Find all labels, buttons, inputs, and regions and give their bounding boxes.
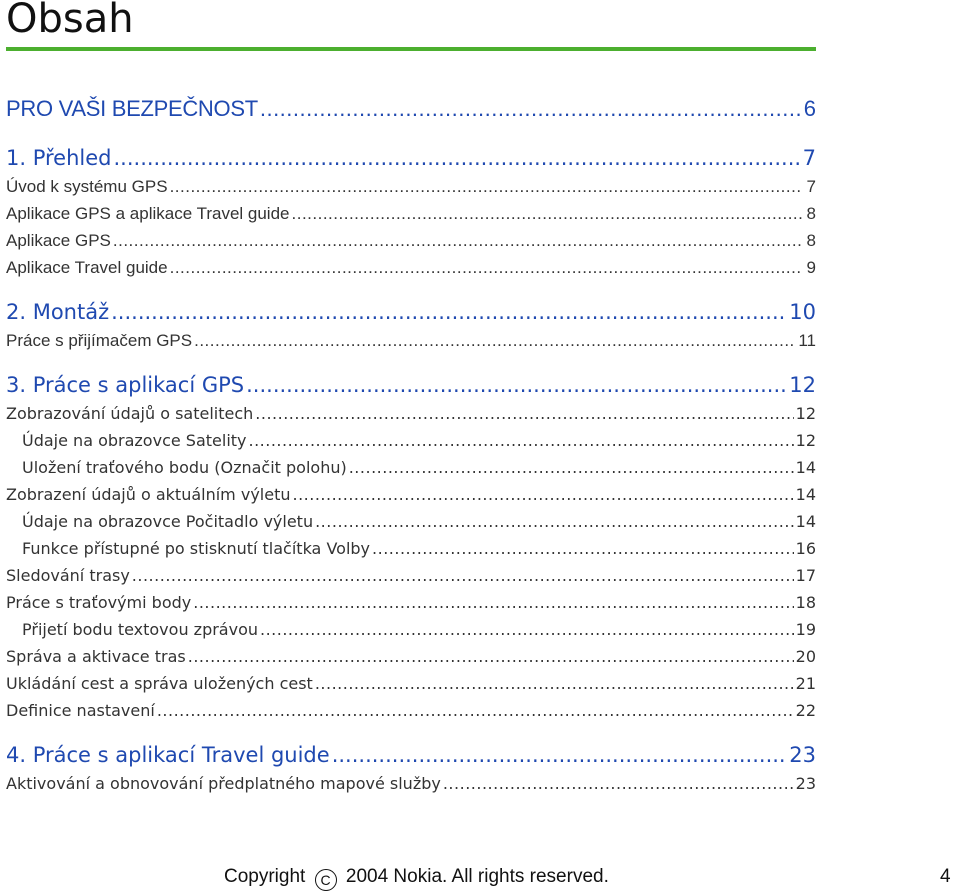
toc-entry-label: Práce s traťovými body bbox=[6, 593, 192, 612]
dot-leader bbox=[349, 458, 794, 477]
toc-entry-page: 8 bbox=[806, 231, 816, 250]
toc-entry-label: Zobrazení údajů o aktuálním výletu bbox=[6, 485, 291, 504]
page-number: 4 bbox=[940, 866, 951, 887]
dot-leader bbox=[332, 743, 788, 767]
toc-entry[interactable] bbox=[6, 647, 816, 666]
dot-leader bbox=[260, 620, 794, 639]
toc-entry-label: Aplikace GPS bbox=[6, 231, 111, 250]
toc-entry-label: Uložení traťového bodu (Označit polohu) bbox=[22, 458, 347, 477]
dot-leader bbox=[255, 404, 793, 423]
toc-entry-page: 9 bbox=[806, 258, 816, 277]
toc-entry-label: Ukládání cest a správa uložených cest bbox=[6, 674, 313, 693]
toc-entry-page: 22 bbox=[795, 701, 816, 720]
toc-entry[interactable] bbox=[22, 539, 816, 558]
toc-entry-label: Úvod k systému GPS bbox=[6, 177, 168, 196]
toc-entry-page: 6 bbox=[803, 96, 816, 121]
toc-entry[interactable] bbox=[22, 458, 816, 477]
toc-entry-label: 1. Přehled bbox=[6, 146, 112, 170]
toc-entry[interactable] bbox=[6, 404, 816, 423]
toc-entry[interactable] bbox=[6, 231, 816, 251]
toc-entry-page: 12 bbox=[795, 431, 816, 450]
dot-leader bbox=[157, 701, 794, 720]
copyright-suffix: 2004 Nokia. All rights reserved. bbox=[345, 866, 609, 887]
toc-entry-page: 8 bbox=[806, 204, 816, 223]
dot-leader bbox=[132, 566, 794, 585]
toc-entry-label: Správa a aktivace tras bbox=[6, 647, 186, 666]
dot-leader bbox=[246, 373, 787, 397]
toc-entry-label: Sledování trasy bbox=[6, 566, 130, 585]
toc-entry-label: 4. Práce s aplikací Travel guide bbox=[6, 743, 330, 767]
toc-entry-page: 20 bbox=[795, 647, 816, 666]
dot-leader bbox=[113, 231, 802, 251]
toc-entry-page: 23 bbox=[789, 743, 816, 767]
toc-entry[interactable] bbox=[6, 177, 816, 197]
toc-entry-chapter-2[interactable] bbox=[6, 300, 816, 324]
toc-entry-label: Definice nastavení bbox=[6, 701, 155, 720]
dot-leader bbox=[114, 146, 801, 170]
toc-entry[interactable] bbox=[22, 431, 816, 450]
toc-entry-label: Údaje na obrazovce Počitadlo výletu bbox=[22, 512, 314, 531]
dot-leader bbox=[315, 674, 794, 693]
toc-entry[interactable] bbox=[6, 204, 816, 224]
toc-entry-page: 7 bbox=[806, 177, 816, 196]
toc-entry-page: 12 bbox=[795, 404, 816, 423]
title-divider bbox=[6, 47, 816, 51]
toc-entry[interactable] bbox=[6, 674, 816, 693]
toc-entry[interactable] bbox=[6, 593, 816, 612]
toc-entry-page: 10 bbox=[789, 300, 816, 324]
toc-entry[interactable] bbox=[22, 512, 816, 531]
toc-entry-chapter-4[interactable] bbox=[6, 743, 816, 767]
toc-entry[interactable] bbox=[6, 485, 816, 504]
toc-entry-page: 7 bbox=[802, 146, 816, 170]
copyright-icon: C bbox=[315, 869, 337, 891]
toc-entry-chapter-1[interactable] bbox=[6, 146, 816, 170]
dot-leader bbox=[188, 647, 794, 666]
dot-leader bbox=[170, 258, 802, 278]
copyright-prefix: Copyright bbox=[224, 866, 306, 887]
dot-leader bbox=[443, 774, 794, 793]
dot-leader bbox=[372, 539, 794, 558]
toc-entry-label: 3. Práce s aplikací GPS bbox=[6, 373, 245, 397]
toc-entry-label: Aplikace Travel guide bbox=[6, 258, 168, 277]
dot-leader bbox=[193, 593, 793, 612]
dot-leader bbox=[170, 177, 802, 197]
toc-entry-label: PRO VAŠI BEZPEČNOST bbox=[6, 96, 258, 121]
dot-leader bbox=[194, 331, 796, 351]
toc-entry-label: Zobrazování údajů o satelitech bbox=[6, 404, 254, 423]
toc-entry-label: Údaje na obrazovce Satelity bbox=[22, 431, 247, 450]
toc-entry[interactable] bbox=[6, 331, 816, 351]
toc-entry[interactable] bbox=[22, 620, 816, 639]
dot-leader bbox=[260, 96, 802, 122]
toc-entry-page: 18 bbox=[795, 593, 816, 612]
dot-leader bbox=[292, 204, 803, 224]
toc-entry-label: Aplikace GPS a aplikace Travel guide bbox=[6, 204, 290, 223]
toc-entry-label: Funkce přístupné po stisknutí tlačítka Volby bbox=[22, 539, 371, 558]
toc-entry[interactable] bbox=[6, 258, 816, 278]
toc-entry[interactable] bbox=[6, 701, 816, 720]
toc-entry-label: Práce s přijímačem GPS bbox=[6, 331, 193, 350]
toc-entry[interactable] bbox=[6, 566, 816, 585]
toc-entry-page: 19 bbox=[795, 620, 816, 639]
toc-entry[interactable] bbox=[6, 774, 816, 793]
toc-entry-chapter-3[interactable] bbox=[6, 373, 816, 397]
toc-entry-page: 11 bbox=[798, 331, 816, 350]
dot-leader bbox=[292, 485, 793, 504]
toc-entry-label: Aktivování a obnovování předplatného mapové služby bbox=[6, 774, 441, 793]
toc-entry-page: 14 bbox=[795, 458, 816, 477]
page-title: Obsah bbox=[6, 0, 134, 42]
dot-leader bbox=[111, 300, 787, 324]
copyright-footer bbox=[224, 866, 609, 891]
toc-entry-safety[interactable] bbox=[6, 96, 816, 122]
dot-leader bbox=[315, 512, 794, 531]
toc-entry-page: 16 bbox=[795, 539, 816, 558]
toc-entry-page: 14 bbox=[795, 512, 816, 531]
toc-entry-page: 12 bbox=[789, 373, 816, 397]
toc-entry-label: Přijetí bodu textovou zprávou bbox=[22, 620, 258, 639]
toc-entry-page: 17 bbox=[795, 566, 816, 585]
toc-entry-label: 2. Montáž bbox=[6, 300, 110, 324]
toc-entry-page: 23 bbox=[795, 774, 816, 793]
toc-entry-page: 21 bbox=[795, 674, 816, 693]
dot-leader bbox=[249, 431, 794, 450]
toc-entry-page: 14 bbox=[795, 485, 816, 504]
